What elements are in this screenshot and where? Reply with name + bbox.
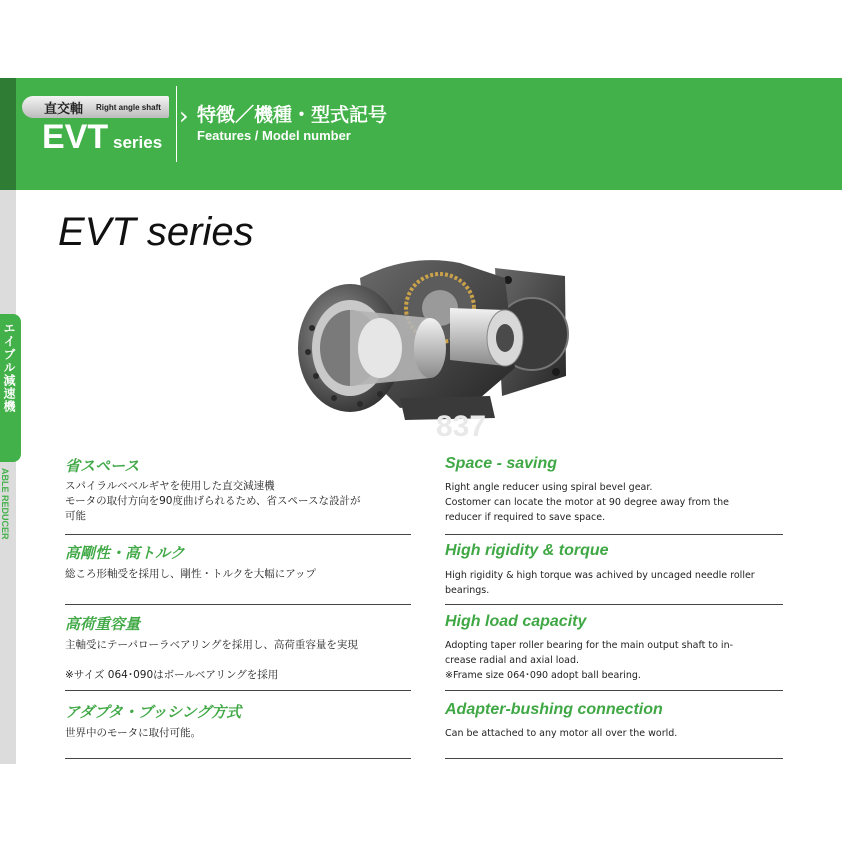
feature-line: bearings. [445,585,490,596]
feature-title-jp: アダプタ・ブッシング方式 [65,703,242,721]
feature-body-jp [65,726,201,741]
feature-line: crease radial and axial load. [445,655,580,666]
header-divider [176,86,177,162]
feature-line: 主軸受にテーパローラベアリングを採用し、高荷重容量を実現 [65,639,358,651]
feature-line: Right angle reducer using spiral bevel gear. [445,482,653,493]
feature-body-en [445,568,755,598]
feature-line: スパイラルベベルギヤを使用した直交減速機 [65,480,275,492]
divider [65,758,411,759]
feature-body-jp [65,567,316,582]
series-word: series [113,133,163,152]
side-rail-label: ABLE REDUCER [0,468,10,540]
feature-line: ※Frame size 064･090 adopt ball bearing. [445,670,641,681]
series-model: EVT [42,118,109,156]
side-tab-label: エイブル減速機 [2,322,16,413]
feature-line: 世界中のモータに取付可能。 [65,727,202,739]
feature-line: High rigidity & high torque was achived by uncaged needle roller [445,570,755,581]
feature-body-jp [65,638,358,683]
feature-title-jp: 省スペース [65,457,140,475]
page-title: EVT series [58,210,254,254]
feature-line: Can be attached to any motor all over the world. [445,728,678,739]
feature-title-en: High rigidity & torque [445,542,609,559]
divider [445,604,783,605]
feature-line: 総ころ形軸受を採用し、剛性・トルクを大幅にアップ [65,568,317,580]
feature-title-en: High load capacity [445,613,587,630]
watermark: 837 [436,410,487,443]
feature-body-jp [65,479,361,524]
gear-reducer-image [290,248,580,448]
feature-line: ※サイズ 064･090はボールベアリングを採用 [65,669,279,681]
feature-line: Costomer can locate the motor at 90 degree away from the [445,497,730,508]
divider [65,690,411,691]
section-title-en: Features / Model number [197,128,351,143]
feature-line: 可能 [65,510,86,522]
divider [445,758,783,759]
feature-body-en [445,638,733,683]
feature-title-jp: 高荷重容量 [65,615,141,633]
divider [65,534,411,535]
category-en: Right angle shaft [96,103,161,112]
feature-title-en: Adapter-bushing connection [445,701,663,718]
divider [445,534,783,535]
feature-title-jp: 高剛性・高トルク [65,544,185,562]
feature-title-en: Space - saving [445,455,558,472]
feature-body-en [445,480,729,525]
feature-body-en [445,726,677,741]
category-jp: 直交軸 [44,102,84,117]
feature-line: Adopting taper roller bearing for the main output shaft to in- [445,640,734,651]
feature-line: モータの取付方向を90度曲げられるため、省スペースな設計が [65,495,361,507]
divider [65,604,411,605]
chevron-right-icon: › [179,102,189,130]
divider [445,690,783,691]
header-edge [0,78,16,190]
feature-line: reducer if required to save space. [445,512,606,523]
section-title-jp: 特徴／機種・型式記号 [197,104,388,126]
